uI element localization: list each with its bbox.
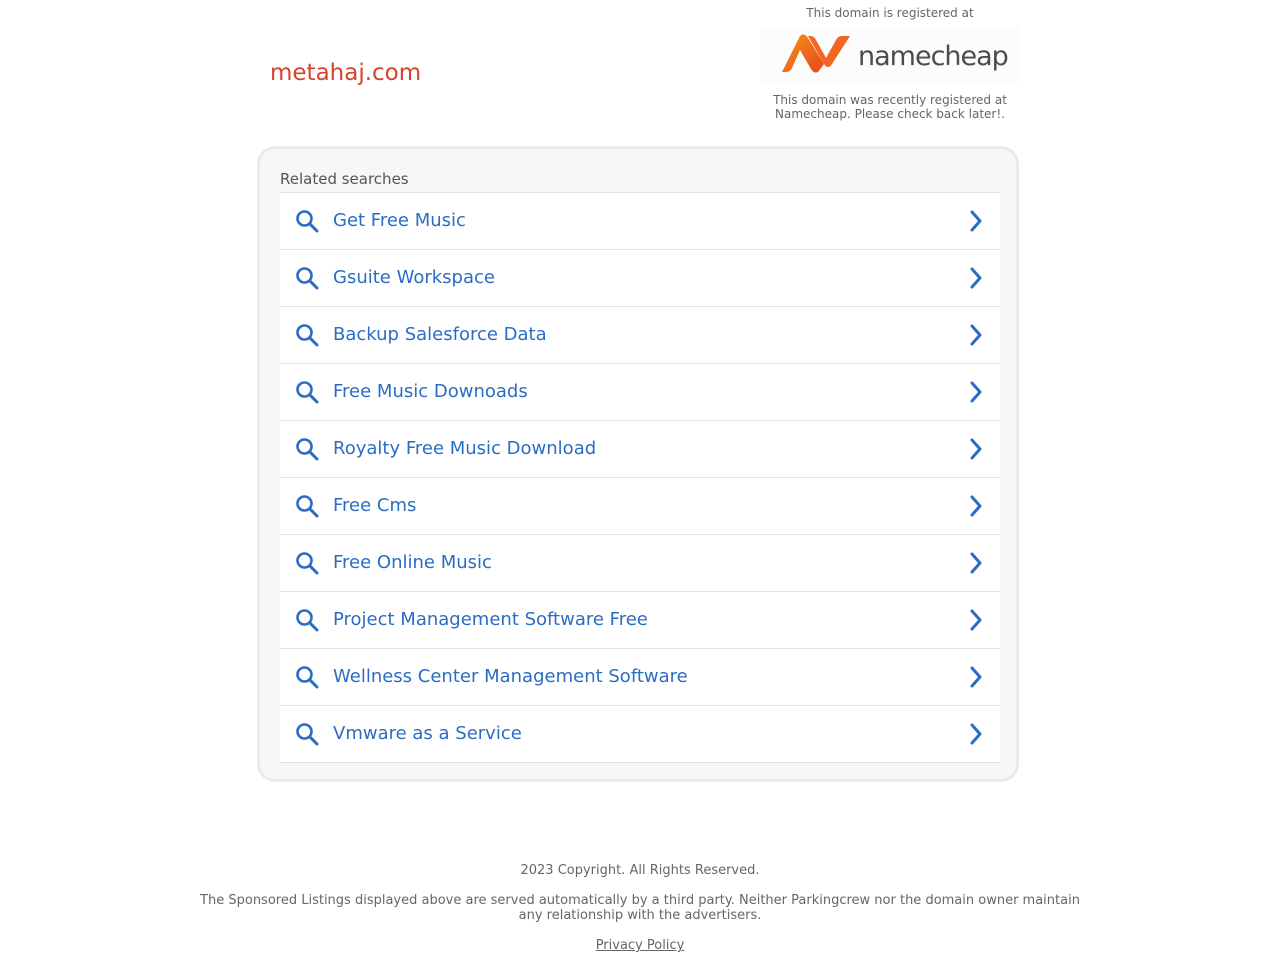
search-icon — [295, 437, 319, 461]
related-searches-card — [257, 146, 1019, 782]
search-icon — [295, 494, 319, 518]
search-result-label[interactable]: Wellness Center Management Software — [333, 666, 688, 687]
search-result-label[interactable]: Free Cms — [333, 495, 417, 516]
search-result-label[interactable]: Project Management Software Free — [333, 609, 648, 630]
chevron-right-icon — [969, 552, 983, 574]
privacy-policy-link[interactable]: Privacy Policy — [595, 938, 685, 953]
search-result-row[interactable] — [280, 706, 1000, 763]
related-searches-heading: Related searches — [280, 170, 409, 188]
registrar-top-text: This domain is registered at — [806, 6, 974, 20]
search-result-label[interactable]: Backup Salesforce Data — [333, 324, 547, 345]
search-icon — [295, 551, 319, 575]
search-icon — [295, 323, 319, 347]
domain-title: metahaj.com — [270, 60, 422, 86]
registrar-bottom-text: This domain was recently registered at Namecheap. Please check back later!. — [773, 93, 1007, 121]
chevron-right-icon — [969, 267, 983, 289]
search-result-row[interactable] — [280, 649, 1000, 706]
chevron-right-icon — [969, 381, 983, 403]
namecheap-mark-icon — [780, 34, 852, 74]
footer-disclaimer: The Sponsored Listings displayed above are served automatically by a third party. Neither Parkingcrew nor the domain owner maintain any relationship with the advertisers. — [200, 893, 1080, 923]
chevron-right-icon — [969, 495, 983, 517]
search-result-label[interactable]: Vmware as a Service — [333, 723, 522, 744]
search-result-label[interactable]: Royalty Free Music Download — [333, 438, 597, 459]
footer-copyright: 2023 Copyright. All Rights Reserved. — [520, 863, 760, 878]
search-result-row[interactable] — [280, 250, 1000, 307]
search-icon — [295, 266, 319, 290]
namecheap-logo[interactable] — [760, 26, 1020, 82]
search-icon — [295, 665, 319, 689]
chevron-right-icon — [969, 324, 983, 346]
footer-disclaimer-wrap — [0, 893, 1280, 923]
footer-privacy-wrap — [0, 938, 1280, 953]
search-result-row[interactable] — [280, 478, 1000, 535]
search-result-label[interactable]: Free Online Music — [333, 552, 492, 573]
chevron-right-icon — [969, 438, 983, 460]
related-searches-list — [280, 192, 1000, 763]
search-icon — [295, 380, 319, 404]
search-result-label[interactable]: Free Music Downoads — [333, 381, 528, 402]
chevron-right-icon — [969, 666, 983, 688]
search-result-row[interactable] — [280, 535, 1000, 592]
search-result-row[interactable] — [280, 421, 1000, 478]
search-icon — [295, 209, 319, 233]
namecheap-logo-text: namecheap — [858, 41, 1008, 72]
search-icon — [295, 608, 319, 632]
search-result-row[interactable] — [280, 307, 1000, 364]
chevron-right-icon — [969, 723, 983, 745]
search-icon — [295, 722, 319, 746]
chevron-right-icon — [969, 609, 983, 631]
chevron-right-icon — [969, 210, 983, 232]
search-result-row[interactable] — [280, 193, 1000, 250]
search-result-row[interactable] — [280, 364, 1000, 421]
search-result-row[interactable] — [280, 592, 1000, 649]
search-result-label[interactable]: Gsuite Workspace — [333, 267, 495, 288]
search-result-label[interactable]: Get Free Music — [333, 210, 466, 231]
